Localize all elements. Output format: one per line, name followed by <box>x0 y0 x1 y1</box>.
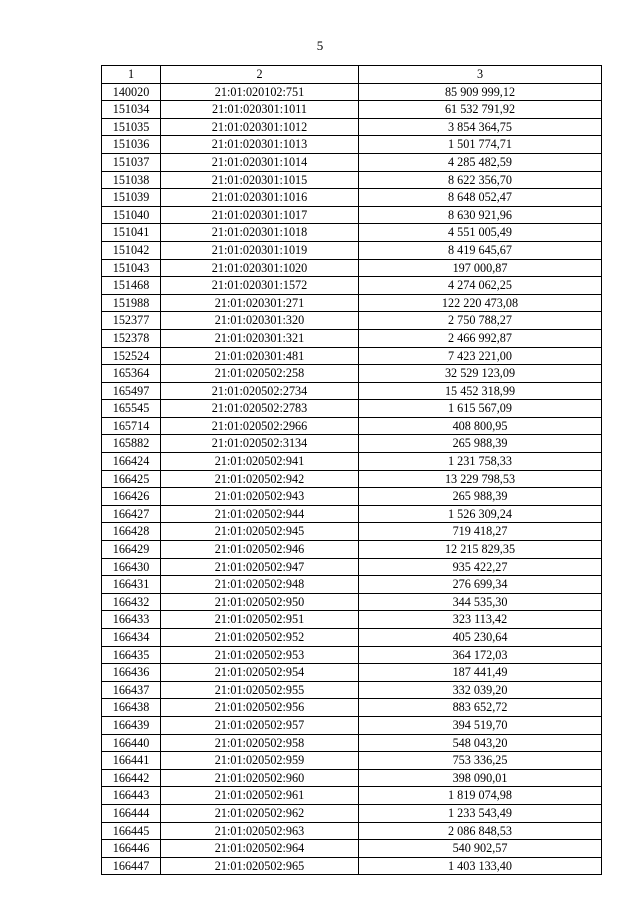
code-cell: 166445 <box>102 822 161 840</box>
table-row <box>102 347 602 365</box>
value-cell: 8 648 052,47 <box>359 189 602 207</box>
cadastral-number-cell: 21:01:020502:258 <box>161 365 359 383</box>
cadastral-number-cell: 21:01:020301:1015 <box>161 171 359 189</box>
column-header-2: 2 <box>161 66 359 84</box>
cadastral-number-cell: 21:01:020502:2734 <box>161 382 359 400</box>
code-cell: 166446 <box>102 840 161 858</box>
code-cell: 151037 <box>102 153 161 171</box>
table-row <box>102 365 602 383</box>
code-cell: 165882 <box>102 435 161 453</box>
value-cell: 4 285 482,59 <box>359 153 602 171</box>
cadastral-number-cell: 21:01:020301:1018 <box>161 224 359 242</box>
table-row <box>102 857 602 875</box>
table-row <box>102 681 602 699</box>
code-cell: 166426 <box>102 488 161 506</box>
code-cell: 166425 <box>102 470 161 488</box>
cadastral-number-cell: 21:01:020502:943 <box>161 488 359 506</box>
code-cell: 165497 <box>102 382 161 400</box>
table-row <box>102 224 602 242</box>
cadastral-number-cell: 21:01:020502:960 <box>161 769 359 787</box>
code-cell: 166424 <box>102 453 161 471</box>
table-row <box>102 153 602 171</box>
code-cell: 152524 <box>102 347 161 365</box>
value-cell: 719 418,27 <box>359 523 602 541</box>
cadastral-number-cell: 21:01:020301:271 <box>161 294 359 312</box>
cadastral-number-cell: 21:01:020502:2966 <box>161 417 359 435</box>
table-row <box>102 171 602 189</box>
cadastral-number-cell: 21:01:020502:948 <box>161 576 359 594</box>
code-cell: 151035 <box>102 118 161 136</box>
table-body <box>102 83 602 875</box>
value-cell: 394 519,70 <box>359 716 602 734</box>
table-row <box>102 822 602 840</box>
cadastral-number-cell: 21:01:020301:1014 <box>161 153 359 171</box>
code-cell: 166444 <box>102 804 161 822</box>
value-cell: 405 230,64 <box>359 629 602 647</box>
value-cell: 344 535,30 <box>359 593 602 611</box>
table-row <box>102 400 602 418</box>
page-number: 5 <box>316 38 324 53</box>
cadastral-number-cell: 21:01:020301:1012 <box>161 118 359 136</box>
value-cell: 1 403 133,40 <box>359 857 602 875</box>
code-cell: 151039 <box>102 189 161 207</box>
table-row <box>102 470 602 488</box>
table-row <box>102 646 602 664</box>
cadastral-number-cell: 21:01:020502:964 <box>161 840 359 858</box>
code-cell: 151043 <box>102 259 161 277</box>
code-cell: 151036 <box>102 136 161 154</box>
code-cell: 165714 <box>102 417 161 435</box>
cadastral-number-cell: 21:01:020301:481 <box>161 347 359 365</box>
table-row <box>102 277 602 295</box>
table-row <box>102 664 602 682</box>
cadastral-number-cell: 21:01:020502:961 <box>161 787 359 805</box>
cadastral-number-cell: 21:01:020502:946 <box>161 541 359 559</box>
code-cell: 140020 <box>102 83 161 101</box>
value-cell: 540 902,57 <box>359 840 602 858</box>
code-cell: 166427 <box>102 505 161 523</box>
table-row <box>102 593 602 611</box>
value-cell: 398 090,01 <box>359 769 602 787</box>
code-cell: 166431 <box>102 576 161 594</box>
value-cell: 408 800,95 <box>359 417 602 435</box>
table-row <box>102 329 602 347</box>
value-cell: 187 441,49 <box>359 664 602 682</box>
value-cell: 753 336,25 <box>359 752 602 770</box>
cadastral-number-cell: 21:01:020502:951 <box>161 611 359 629</box>
table-row <box>102 769 602 787</box>
value-cell: 2 466 992,87 <box>359 329 602 347</box>
table-row <box>102 312 602 330</box>
cadastral-number-cell: 21:01:020301:321 <box>161 329 359 347</box>
cadastral-number-cell: 21:01:020502:950 <box>161 593 359 611</box>
value-cell: 1 233 543,49 <box>359 804 602 822</box>
cadastral-number-cell: 21:01:020301:1013 <box>161 136 359 154</box>
cadastral-number-cell: 21:01:020502:962 <box>161 804 359 822</box>
cadastral-number-cell: 21:01:020502:965 <box>161 857 359 875</box>
value-cell: 122 220 473,08 <box>359 294 602 312</box>
cadastral-number-cell: 21:01:020502:953 <box>161 646 359 664</box>
cadastral-number-cell: 21:01:020502:959 <box>161 752 359 770</box>
cadastral-number-cell: 21:01:020502:942 <box>161 470 359 488</box>
table-row <box>102 629 602 647</box>
value-cell: 7 423 221,00 <box>359 347 602 365</box>
code-cell: 166439 <box>102 716 161 734</box>
cadastral-number-cell: 21:01:020502:941 <box>161 453 359 471</box>
table-row <box>102 189 602 207</box>
value-cell: 61 532 791,92 <box>359 101 602 119</box>
column-header-1: 1 <box>102 66 161 84</box>
table-row <box>102 611 602 629</box>
table-row <box>102 118 602 136</box>
cadastral-number-cell: 21:01:020301:320 <box>161 312 359 330</box>
table-row <box>102 259 602 277</box>
cadastral-number-cell: 21:01:020502:3134 <box>161 435 359 453</box>
code-cell: 151468 <box>102 277 161 295</box>
value-cell: 548 043,20 <box>359 734 602 752</box>
table-row <box>102 787 602 805</box>
cadastral-number-cell: 21:01:020502:958 <box>161 734 359 752</box>
code-cell: 151042 <box>102 241 161 259</box>
cadastral-number-cell: 21:01:020502:947 <box>161 558 359 576</box>
table-row <box>102 206 602 224</box>
value-cell: 1 526 309,24 <box>359 505 602 523</box>
table-row <box>102 136 602 154</box>
table-row <box>102 716 602 734</box>
cadastral-number-cell: 21:01:020502:955 <box>161 681 359 699</box>
value-cell: 3 854 364,75 <box>359 118 602 136</box>
value-cell: 197 000,87 <box>359 259 602 277</box>
cadastral-number-cell: 21:01:020301:1019 <box>161 241 359 259</box>
cadastral-number-cell: 21:01:020502:952 <box>161 629 359 647</box>
column-header-3: 3 <box>359 66 602 84</box>
table-row <box>102 453 602 471</box>
code-cell: 166428 <box>102 523 161 541</box>
cadastral-number-cell: 21:01:020301:1017 <box>161 206 359 224</box>
cadastral-number-cell: 21:01:020301:1011 <box>161 101 359 119</box>
value-cell: 332 039,20 <box>359 681 602 699</box>
code-cell: 151988 <box>102 294 161 312</box>
cadastral-number-cell: 21:01:020502:945 <box>161 523 359 541</box>
code-cell: 166442 <box>102 769 161 787</box>
value-cell: 1 501 774,71 <box>359 136 602 154</box>
value-cell: 2 086 848,53 <box>359 822 602 840</box>
code-cell: 152378 <box>102 329 161 347</box>
code-cell: 166435 <box>102 646 161 664</box>
value-cell: 883 652,72 <box>359 699 602 717</box>
table-row <box>102 576 602 594</box>
cadastral-number-cell: 21:01:020301:1020 <box>161 259 359 277</box>
value-cell: 323 113,42 <box>359 611 602 629</box>
value-cell: 1 231 758,33 <box>359 453 602 471</box>
code-cell: 165364 <box>102 365 161 383</box>
cadastral-number-cell: 21:01:020102:751 <box>161 83 359 101</box>
value-cell: 265 988,39 <box>359 435 602 453</box>
value-cell: 8 419 645,67 <box>359 241 602 259</box>
code-cell: 151041 <box>102 224 161 242</box>
table-row <box>102 541 602 559</box>
value-cell: 8 622 356,70 <box>359 171 602 189</box>
value-cell: 276 699,34 <box>359 576 602 594</box>
table-row <box>102 505 602 523</box>
table-row <box>102 488 602 506</box>
table-row <box>102 417 602 435</box>
code-cell: 166441 <box>102 752 161 770</box>
table-row <box>102 382 602 400</box>
cadastral-number-cell: 21:01:020502:944 <box>161 505 359 523</box>
table-row <box>102 840 602 858</box>
cadastral-number-cell: 21:01:020502:957 <box>161 716 359 734</box>
code-cell: 166440 <box>102 734 161 752</box>
code-cell: 166432 <box>102 593 161 611</box>
cadastral-number-cell: 21:01:020502:2783 <box>161 400 359 418</box>
value-cell: 1 819 074,98 <box>359 787 602 805</box>
table-row <box>102 804 602 822</box>
value-cell: 1 615 567,09 <box>359 400 602 418</box>
code-cell: 166438 <box>102 699 161 717</box>
cadastral-number-cell: 21:01:020502:956 <box>161 699 359 717</box>
value-cell: 15 452 318,99 <box>359 382 602 400</box>
table-row <box>102 523 602 541</box>
table-row <box>102 558 602 576</box>
code-cell: 166447 <box>102 857 161 875</box>
code-cell: 166433 <box>102 611 161 629</box>
value-cell: 2 750 788,27 <box>359 312 602 330</box>
value-cell: 85 909 999,12 <box>359 83 602 101</box>
code-cell: 152377 <box>102 312 161 330</box>
table-row <box>102 241 602 259</box>
value-cell: 8 630 921,96 <box>359 206 602 224</box>
data-table <box>101 65 602 875</box>
value-cell: 935 422,27 <box>359 558 602 576</box>
code-cell: 151038 <box>102 171 161 189</box>
cadastral-number-cell: 21:01:020502:963 <box>161 822 359 840</box>
code-cell: 166443 <box>102 787 161 805</box>
value-cell: 12 215 829,35 <box>359 541 602 559</box>
table-row <box>102 435 602 453</box>
cadastral-number-cell: 21:01:020502:954 <box>161 664 359 682</box>
table-row <box>102 699 602 717</box>
code-cell: 166437 <box>102 681 161 699</box>
code-cell: 166429 <box>102 541 161 559</box>
table-row <box>102 83 602 101</box>
value-cell: 13 229 798,53 <box>359 470 602 488</box>
code-cell: 151034 <box>102 101 161 119</box>
code-cell: 165545 <box>102 400 161 418</box>
table-row <box>102 752 602 770</box>
table-row <box>102 101 602 119</box>
code-cell: 166430 <box>102 558 161 576</box>
code-cell: 151040 <box>102 206 161 224</box>
table-header-row <box>102 66 602 84</box>
code-cell: 166436 <box>102 664 161 682</box>
table-row <box>102 294 602 312</box>
value-cell: 4 551 005,49 <box>359 224 602 242</box>
cadastral-number-cell: 21:01:020301:1016 <box>161 189 359 207</box>
cadastral-number-cell: 21:01:020301:1572 <box>161 277 359 295</box>
value-cell: 364 172,03 <box>359 646 602 664</box>
code-cell: 166434 <box>102 629 161 647</box>
value-cell: 32 529 123,09 <box>359 365 602 383</box>
value-cell: 4 274 062,25 <box>359 277 602 295</box>
value-cell: 265 988,39 <box>359 488 602 506</box>
table-row <box>102 734 602 752</box>
